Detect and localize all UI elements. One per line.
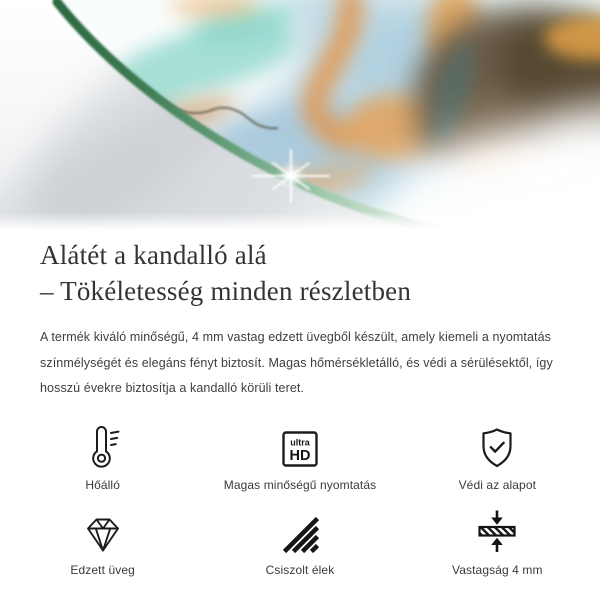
svg-text:HD: HD xyxy=(289,447,311,464)
feature-polished-edges xyxy=(201,504,398,577)
ultra-hd-icon xyxy=(280,429,320,469)
feature-protects-base xyxy=(399,419,596,492)
product-image xyxy=(0,0,600,230)
feature-label: Hőálló xyxy=(85,477,120,492)
feature-label: Csiszolt élek xyxy=(265,562,335,577)
svg-text:ultra: ultra xyxy=(290,437,310,447)
features-grid xyxy=(0,419,600,577)
feature-tempered-glass xyxy=(4,504,201,577)
thermometer-icon xyxy=(80,423,126,469)
feature-label: Edzett üveg xyxy=(70,562,135,577)
feature-heat-resistant xyxy=(4,419,201,492)
product-image-artwork xyxy=(0,0,600,230)
feature-label: Vastagság 4 mm xyxy=(452,562,543,577)
product-description: A termék kiváló minőségű, 4 mm vastag edzett üvegből készült, amely kiemeli a nyomtatás színmélységét és elegáns fényt biztosít. Magas hőmérsékletálló, és védi a sérülésektől, így hosszú évekre biztosítja a kandalló körüli teret. xyxy=(40,330,553,395)
feature-label: Magas minőségű nyomtatás xyxy=(223,477,377,492)
polished-edges-icon xyxy=(280,514,320,554)
diamond-icon xyxy=(81,514,125,554)
feature-hd-print xyxy=(201,419,398,492)
feature-thickness xyxy=(399,504,596,577)
title-line-1: Alátét a kandalló alá xyxy=(40,240,267,270)
thickness-icon xyxy=(474,508,520,554)
title-line-2: – Tökéletesség minden részletben xyxy=(40,276,412,306)
page-title xyxy=(40,237,560,309)
feature-label: Védi az alapot xyxy=(458,477,537,492)
shield-check-icon xyxy=(477,427,517,469)
